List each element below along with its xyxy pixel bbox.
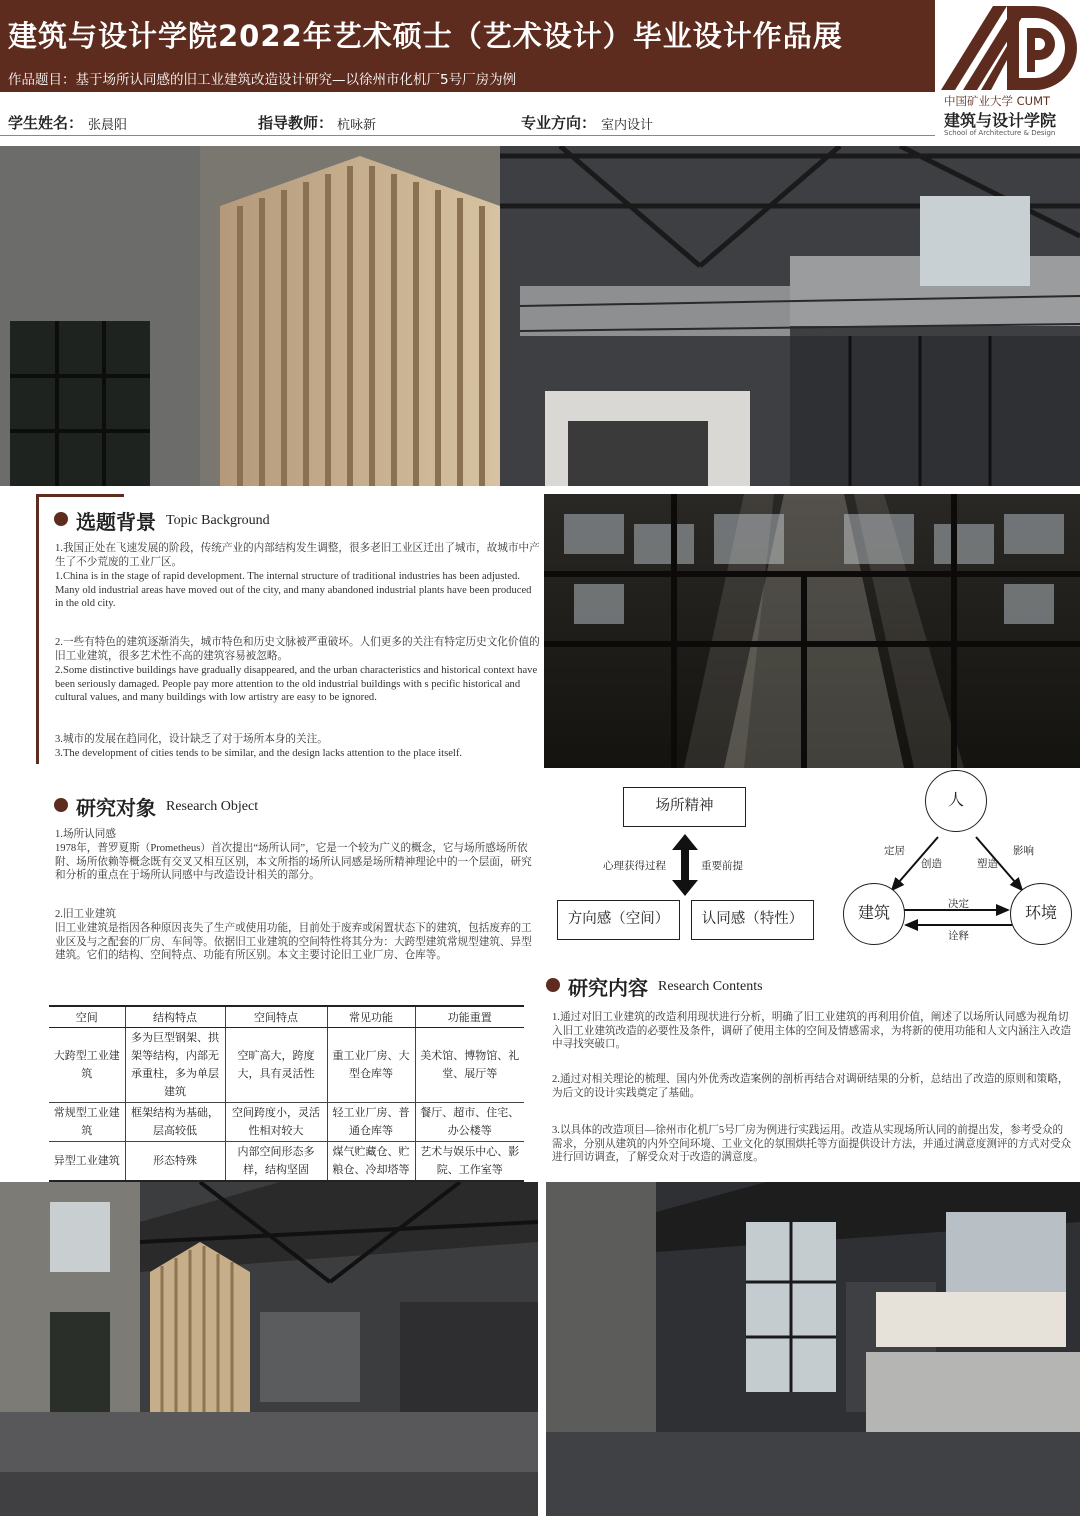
contents-paragraph-3: 3.以具体的改造项目—徐州市化机厂5号厂房为例进行实践运用。改造从实现场所认同的前提出发，参考受众的需求，分别从建筑的内外空间环境、工业文化的氛围烘托等方面提供设计方法，并通过满意度测评的方式对受众进行回访调查，了解受众对于改造的满意度。 [552,1125,1072,1164]
table-cell: 内部空间形态多样，结构坚固 [225,1142,327,1182]
background-paragraph-1-en: 1.China is in the stage of rapid development. The internal structure of traditional industries has been adjusted. Many old industrial areas have moved out of the city, and many abandoned industrial plants have been produced in the old city. [55,571,532,610]
contents-title-cn: 研究内容 [568,976,648,1000]
table-cell: 煤气贮藏仓、贮粮仓、冷却塔等 [327,1142,415,1182]
table-cell: 空旷高大，跨度大，具有灵活性 [225,1028,327,1103]
object-p1-title: 1.场所认同感 [55,829,116,840]
table-cell: 形态特殊 [125,1142,225,1182]
double-arrow-icon [670,834,700,896]
college-name: 建筑与设计学院 [944,111,1057,130]
background-title-en: Topic Background [166,512,270,528]
cafe-rendering [546,1182,1080,1516]
student-info-row [0,106,935,134]
table-header-cell: 常见功能 [327,1006,415,1028]
table-cell: 餐厅、超市、住宅、办公楼等 [415,1103,524,1142]
bullet-dot-icon [54,798,68,812]
table-cell: 多为巨型钢架、拱架等结构，内部无承重柱，多为单层建筑 [125,1028,225,1103]
contents-paragraph-2: 2.通过对相关理论的梳理、国内外优秀改造案例的剖析再结合对调研结果的分析，总结出了改造的原则和策略，为后文的设计实践奠定了基础。 [552,1074,1069,1099]
bullet-dot-icon [54,512,68,526]
object-title-cn: 研究对象 [76,796,156,820]
diagram-node-building: 建筑 [843,883,905,945]
title-bar [0,0,935,92]
contents-paragraph-1: 1.通过对旧工业建筑的改造利用现状进行分析，明确了旧工业建筑的再利用价值，阐述了以场所认同感为视角切入旧工业建筑改造的必要性及条件，调研了使用主体的空间及情感需求，为将新的使用功能和人文内涵注入改造中寻找突破口。 [552,1012,1072,1051]
object-p1-body: 1978年，普罗夏斯（Prometheus）首次提出“场所认同”，它是一个较为广义的概念，它与场所感场所依附、场所依赖等概念既有交叉又相互区别，本文所指的场所认同感是场所精神理论中的一个层面，研究和分析的重点在于场所认同感中与改造设计相关的部分。 [55,843,532,882]
table-cell: 框架结构为基础，层高较低 [125,1103,225,1142]
table-cell: 大跨型工业建筑 [49,1028,125,1103]
ad-monogram-icon [935,0,1080,92]
table-cell: 重工业厂房、大型仓库等 [327,1028,415,1103]
background-section-heading [54,506,270,535]
major-label: 专业方向： [521,114,597,132]
diagram-label-dingju: 定居 [884,845,905,857]
diagram-box-place-spirit: 场所精神 [623,787,746,827]
major-name: 室内设计 [601,118,654,133]
background-title-cn: 选题背景 [76,510,156,534]
background-paragraph-3-en: 3.The development of cities tends to be similar, and the design lacks attention to the place itself. [55,748,463,759]
diagram-label-prerequisite: 重要前提 [701,860,743,872]
diagram-label-chuangzao: 创造 [921,858,942,870]
student-label: 学生姓名： [8,114,84,132]
diagram-node-people: 人 [925,770,987,832]
table-header-row [49,1006,524,1028]
section-accent-rule-top [36,494,124,497]
school-name: 中国矿业大学 CUMT [944,94,1051,108]
section-accent-rule [36,494,39,764]
diagram-node-environment: 环境 [1010,883,1072,945]
background-paragraph-2-cn: 2.一些有特色的建筑逐渐消失，城市特色和历史文脉被严重破坏。人们更多的关注有特定历史文化价值的旧工业建筑，很多艺术性不高的建筑容易被忽略。 [55,637,540,662]
student-name: 张晨阳 [88,118,128,133]
diagram-label-quanshi: 诠释 [948,930,969,942]
table-header-cell: 空间特点 [225,1006,327,1028]
table-header-cell: 结构特点 [125,1006,225,1028]
diagram-label-yingxiang: 影响 [1013,845,1034,857]
contents-section-heading [546,972,763,1001]
lobby-rendering [0,1182,538,1516]
poster-header [0,0,1080,140]
college-name-en: School of Architecture & Design [944,129,1056,137]
background-paragraph-3-cn: 3.城市的发展在趋同化，设计缺乏了对于场所本身的关注。 [55,734,328,745]
industrial-building-table [49,1005,524,1182]
table-header-cell: 空间 [49,1006,125,1028]
hero-interior-rendering [0,146,1080,486]
table-cell: 空间跨度小，灵活性相对较大 [225,1103,327,1142]
object-title-en: Research Object [166,798,259,814]
object-section-heading [54,792,258,821]
background-paragraph-1-cn: 1.我国正处在飞速发展的阶段，传统产业的内部结构发生调整，很多老旧工业区迁出了城市，故城市中产生了不少荒废的工业厂区。 [55,543,540,568]
main-title: 建筑与设计学院2022年艺术硕士（艺术设计）毕业设计作品展 [8,19,843,53]
bullet-dot-icon [546,978,560,992]
table-cell: 常规型工业建筑 [49,1103,125,1142]
table-row [49,1028,524,1103]
advisor-label: 指导教师： [258,114,334,132]
object-p2-body: 旧工业建筑是指因各种原因丧失了生产或使用功能，目前处于废弃或闲置状态下的建筑，包括废弃的工业区及与之配套的厂房、车间等。依据旧工业建筑的空间特性将其分为：大跨型建筑常规型建筑、异型建筑。它们的结构、空间特点、功能有所区别。本文主要讨论旧工业厂房、仓库等。 [55,923,532,962]
diagram-label-psychological: 心理获得过程 [603,860,666,872]
table-cell: 艺术与娱乐中心、影院、工作室等 [415,1142,524,1182]
diagram-box-direction: 方向感（空间） [557,900,680,940]
header-divider [0,135,935,136]
table-row [49,1142,524,1182]
contents-title-en: Research Contents [658,978,763,994]
work-title: 作品题目：基于场所认同感的旧工业建筑改造设计研究—以徐州市化机厂5号厂房为例 [8,72,517,88]
table-cell: 轻工业厂房、普通仓库等 [327,1103,415,1142]
table-row [49,1103,524,1142]
background-paragraph-2-en: 2.Some distinctive buildings have gradually disappeared, and the urban characteristics and historical context have been seriously damaged. People pay more attention to the old industrial buildings with s pecific historical and cultural values, and many buildings with low artistry are easy to be ignored. [55,665,538,704]
advisor-name: 杭咏新 [337,118,377,133]
diagram-label-suzao: 塑造 [977,858,998,870]
diagram-label-jueding: 决定 [948,898,969,910]
table-cell: 美术馆、博物馆、礼堂、展厅等 [415,1028,524,1103]
old-factory-photo [544,494,1080,768]
table-header-cell: 功能重置 [415,1006,524,1028]
diagram-box-identity: 认同感（特性） [691,900,814,940]
table-cell: 异型工业建筑 [49,1142,125,1182]
object-p2-title: 2.旧工业建筑 [55,909,116,920]
